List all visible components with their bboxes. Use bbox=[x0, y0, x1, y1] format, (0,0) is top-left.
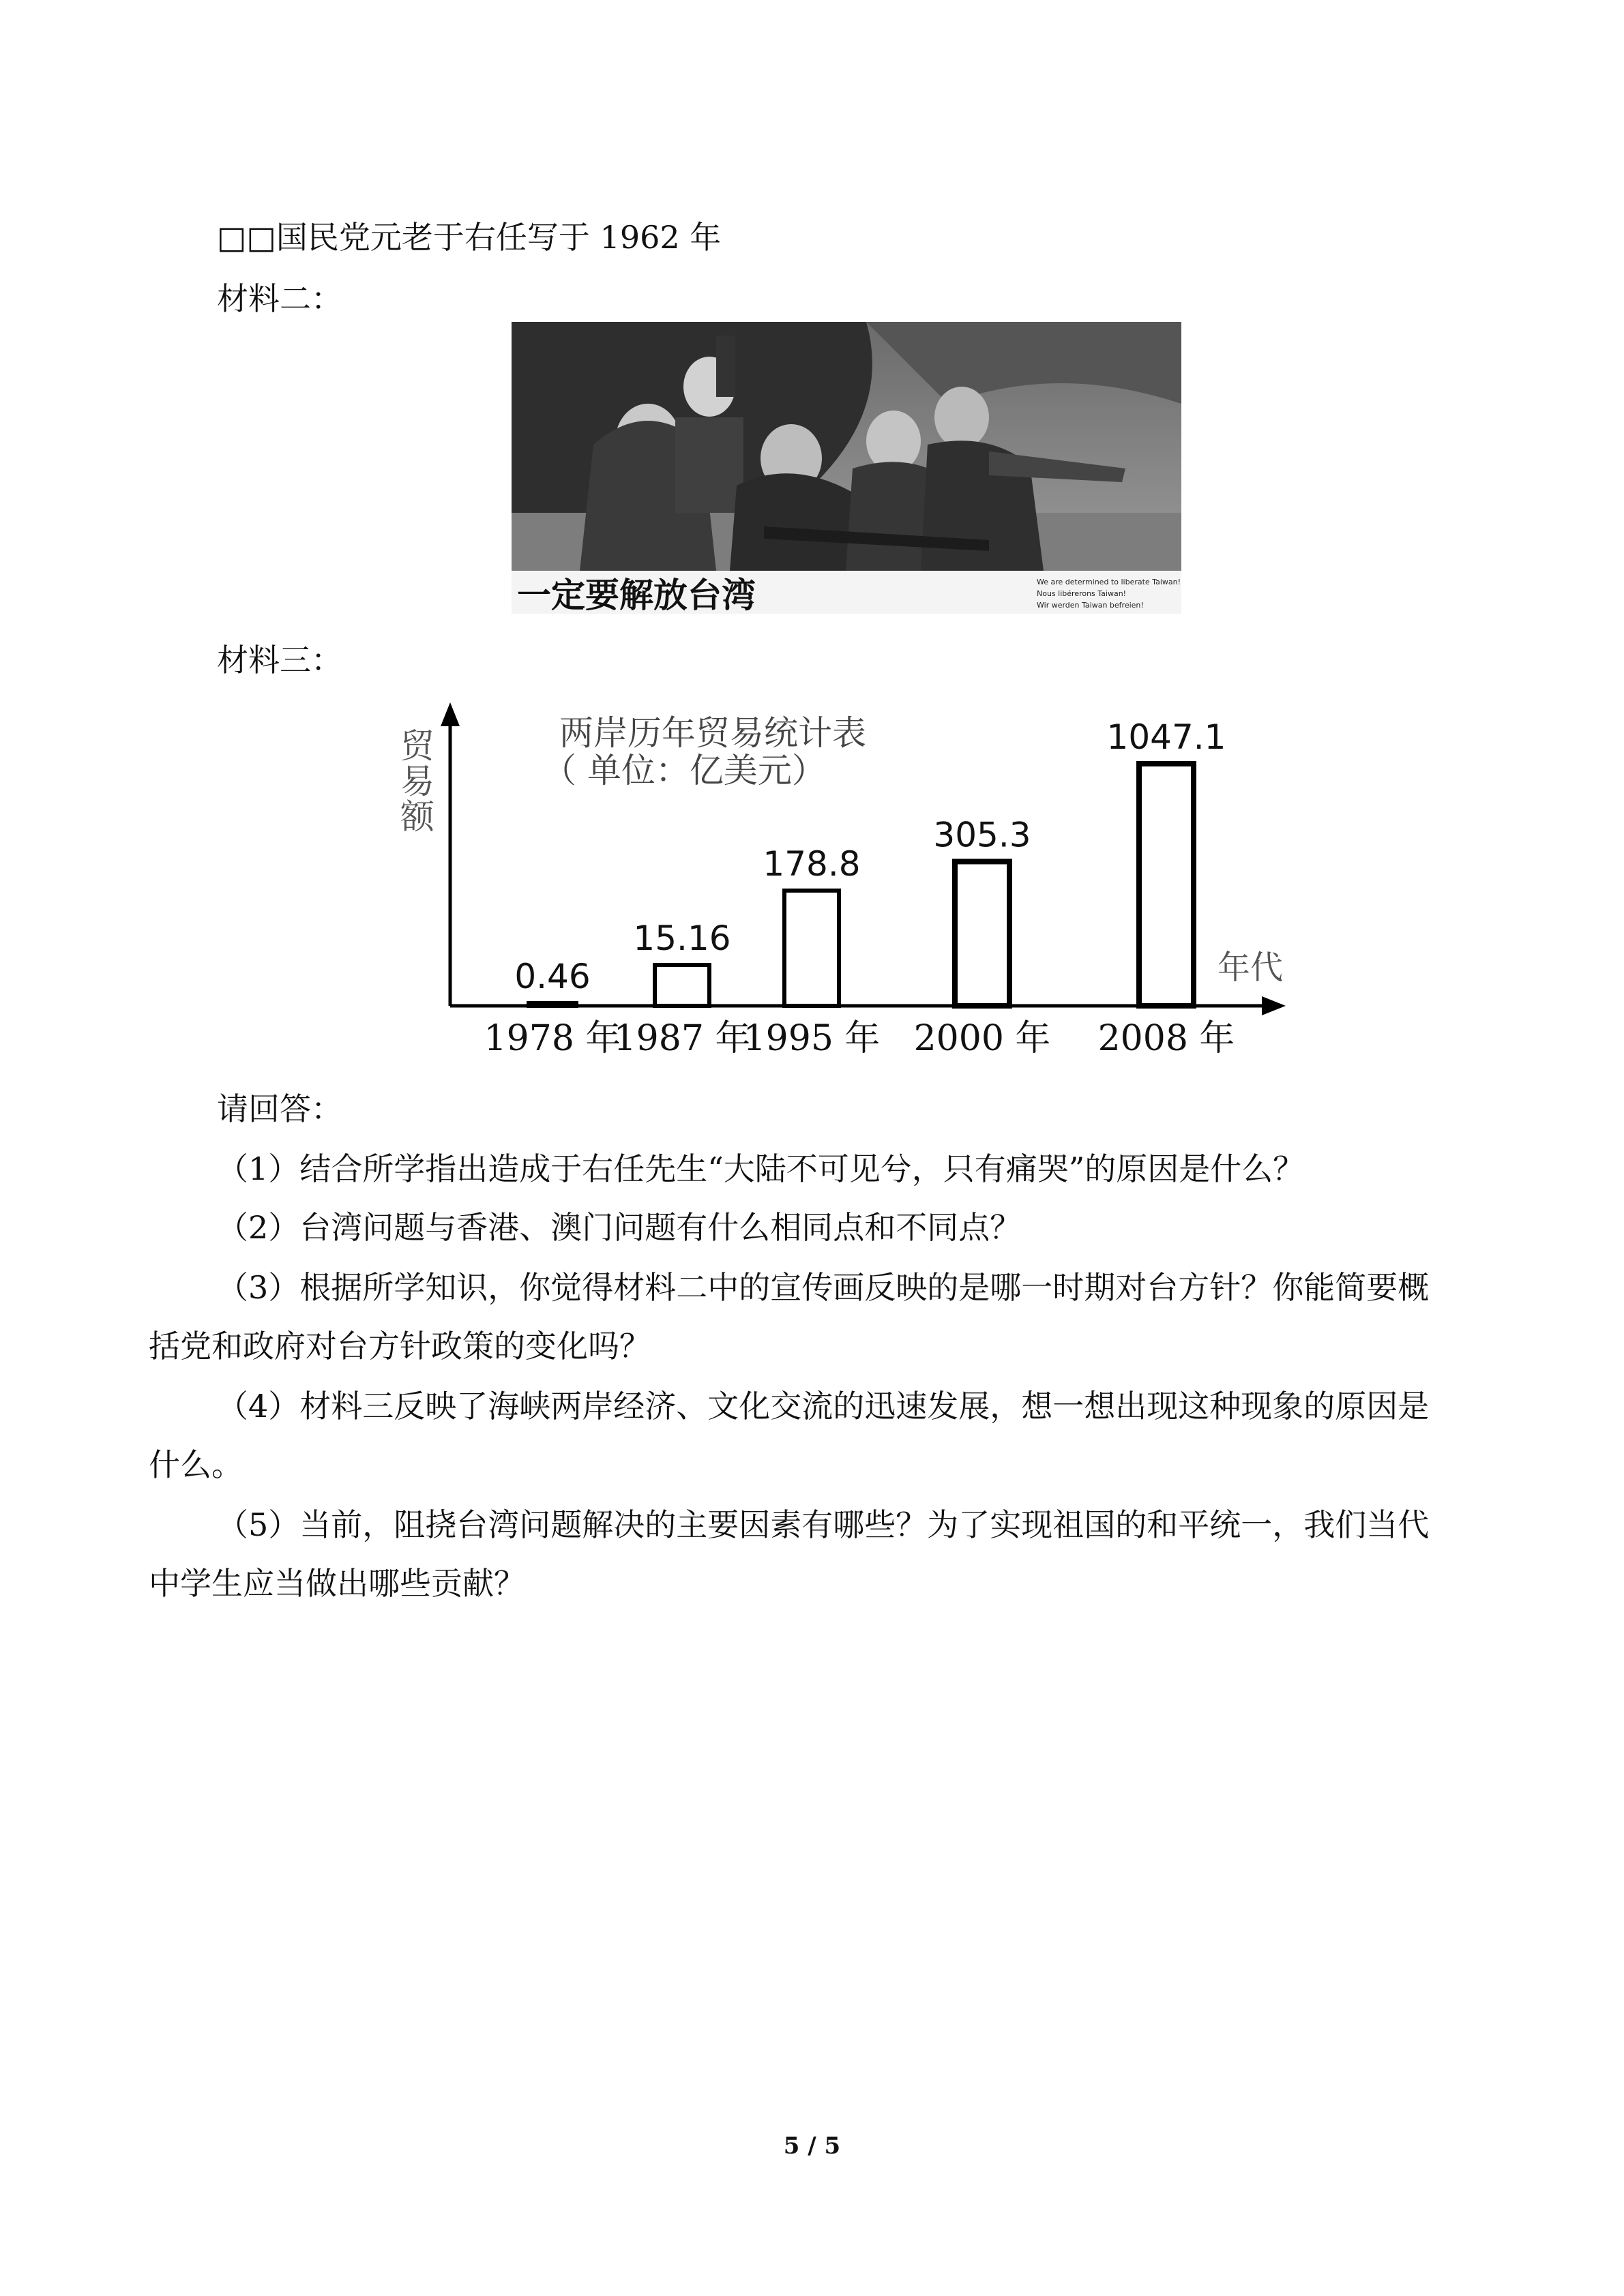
question-2: （2）台湾问题与香港、澳门问题有什么相同点和不同点？ bbox=[217, 1209, 1022, 1246]
category-label-4: 2008 年 bbox=[1097, 1018, 1235, 1059]
poster-caption-en-2: Nous libérerons Taiwan! bbox=[1037, 589, 1127, 598]
page-number: 5 / 5 bbox=[783, 2132, 841, 2160]
poster-caption-cn: 一定要解放台湾 bbox=[517, 576, 756, 614]
x-axis-arrow-icon bbox=[1262, 996, 1286, 1015]
question-4-line-2: 什么。 bbox=[149, 1446, 243, 1483]
question-5-line-1: （5）当前，阻挠台湾问题解决的主要因素有哪些？为了实现祖国的和平统一，我们当代 bbox=[217, 1506, 1430, 1543]
question-4-line-1: （4）材料三反映了海峡两岸经济、文化交流的迅速发展，想一想出现这种现象的原因是 bbox=[217, 1388, 1430, 1425]
chart-title: 两岸历年贸易统计表 bbox=[559, 713, 866, 753]
propaganda-poster bbox=[512, 322, 1181, 614]
question-3-line-2: 括党和政府对台方针政策的变化吗？ bbox=[149, 1328, 651, 1365]
category-label-2: 1995 年 bbox=[743, 1018, 881, 1059]
bar-value-label-0: 0.46 bbox=[514, 957, 591, 996]
category-label-1: 1987 年 bbox=[613, 1018, 751, 1059]
poster-caption-en-1: We are determined to liberate Taiwan! bbox=[1037, 578, 1181, 586]
bar-value-label-4: 1047.1 bbox=[1106, 717, 1226, 757]
attribution-line: □□国民党元老于右任写于 1962 年 bbox=[217, 219, 722, 256]
question-5-line-2: 中学生应当做出哪些贡献？ bbox=[149, 1565, 525, 1602]
bar-0 bbox=[529, 1003, 576, 1006]
bar-4 bbox=[1139, 764, 1194, 1006]
question-3-line-1: （3）根据所学知识，你觉得材料二中的宣传画反映的是哪一时期对台方针？你能简要概 bbox=[217, 1269, 1430, 1306]
y-axis-arrow-icon bbox=[441, 702, 460, 726]
prompt-line: 请回答： bbox=[217, 1090, 342, 1127]
bar-1 bbox=[655, 965, 709, 1006]
poster-caption-en-3: Wir werden Taiwan befreien! bbox=[1037, 601, 1144, 610]
category-label-3: 2000 年 bbox=[913, 1018, 1051, 1059]
bar-value-label-2: 178.8 bbox=[763, 844, 861, 884]
material-two-label: 材料二： bbox=[217, 280, 342, 317]
question-1: （1）结合所学指出造成于右任先生“大陆不可见兮，只有痛哭”的原因是什么？ bbox=[217, 1150, 1305, 1187]
y-axis-label: 贸易额 bbox=[395, 728, 434, 834]
bar-value-label-3: 305.3 bbox=[933, 815, 1031, 855]
category-label-0: 1978 年 bbox=[484, 1018, 621, 1059]
bar-value-label-1: 15.16 bbox=[633, 919, 731, 959]
x-axis-label: 年代 bbox=[1217, 949, 1284, 987]
bar-3 bbox=[955, 861, 1009, 1006]
material-three-label: 材料三： bbox=[217, 642, 342, 679]
chart-subtitle: （ 单位：亿美元） bbox=[542, 751, 826, 790]
trade-bar-chart bbox=[368, 692, 1296, 1060]
bar-2 bbox=[784, 891, 839, 1006]
